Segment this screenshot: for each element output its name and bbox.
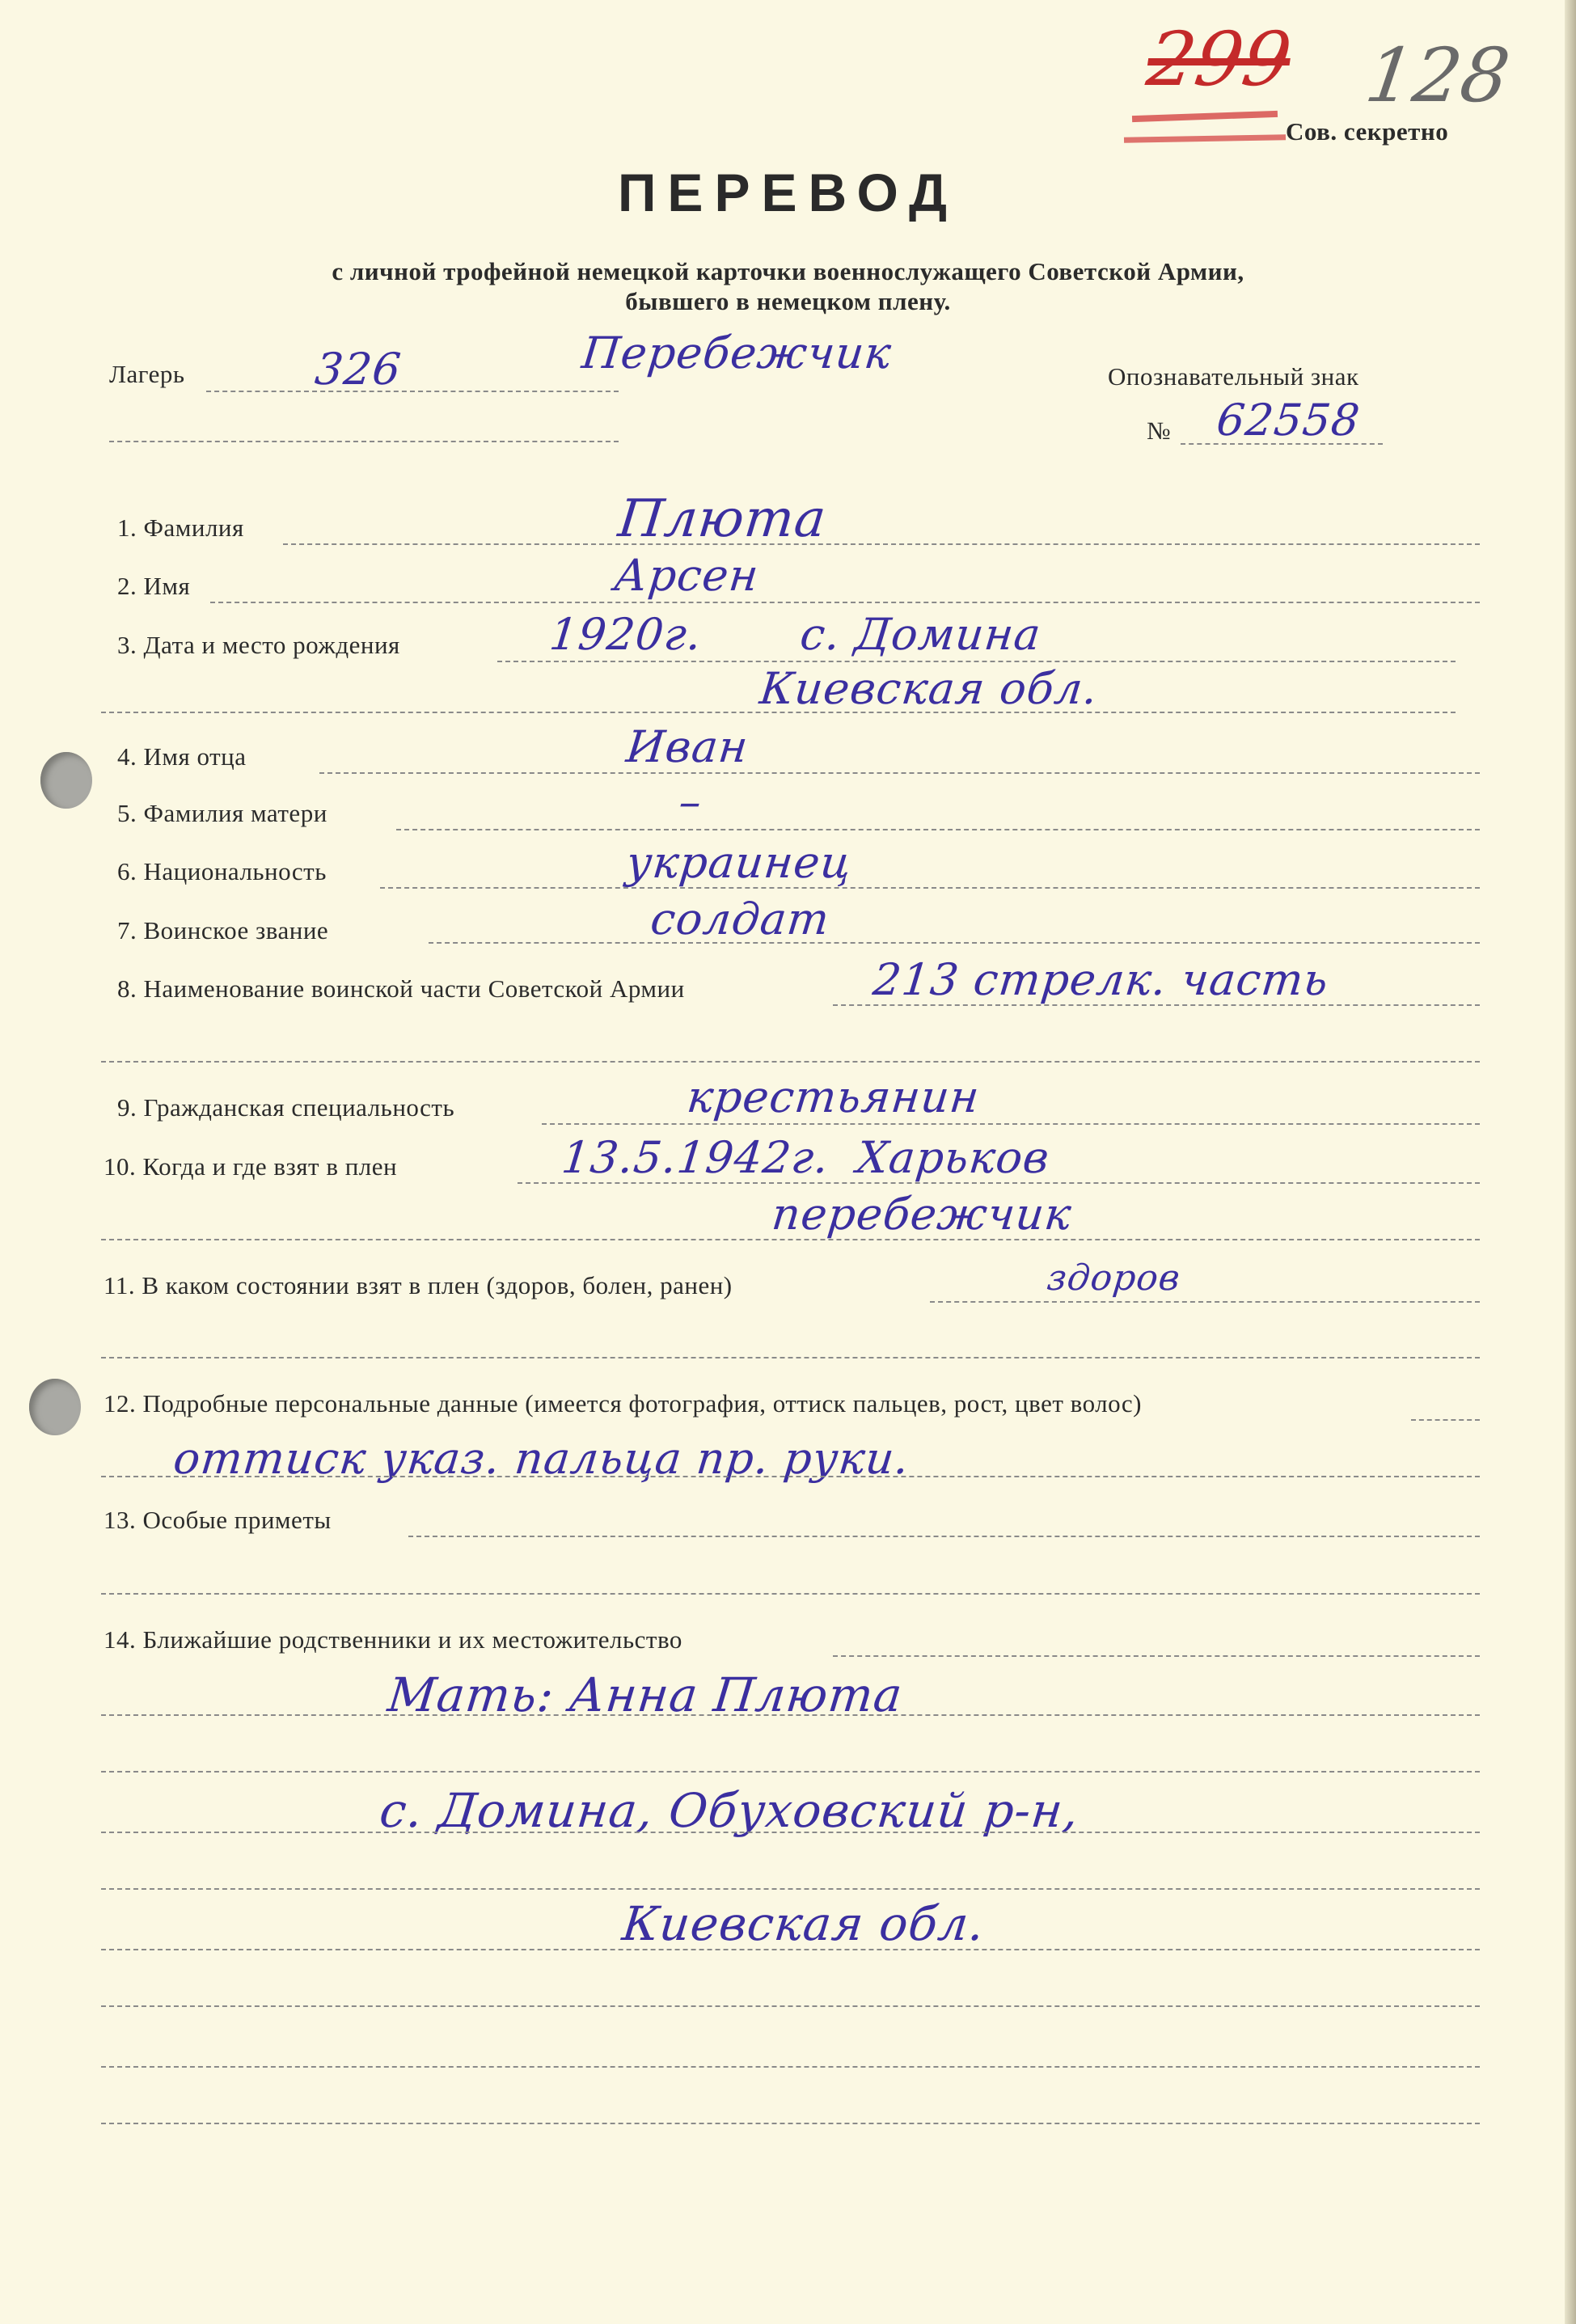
- camp-note: Перебежчик: [579, 327, 894, 378]
- id-tag-prefix: №: [1147, 416, 1172, 445]
- birth-year: 1920г.: [547, 609, 705, 660]
- relatives-rule-6: [101, 2005, 1480, 2007]
- relatives-rule-8: [101, 2123, 1480, 2124]
- paper-edge: [1565, 0, 1576, 2324]
- father-rule: [319, 772, 1480, 774]
- relatives-rule-4: [101, 1888, 1480, 1890]
- marks-label: 13. Особые приметы: [104, 1506, 332, 1534]
- rank-value: солдат: [648, 894, 833, 944]
- unit-value: 213 стрелк. часть: [870, 954, 1332, 1005]
- relatives-rule-5: [101, 1949, 1480, 1950]
- name-label: 2. Имя: [117, 572, 191, 600]
- surname-value: Плюта: [615, 489, 830, 549]
- condition-label: 11. В каком состоянии взят в плен (здоров, болен, ранен): [104, 1271, 733, 1299]
- birth-place: с. Домина: [797, 609, 1044, 660]
- id-tag-label: Опознавательный знак: [1108, 362, 1359, 391]
- mother-rule: [396, 829, 1480, 830]
- father-value: Иван: [623, 721, 751, 772]
- relatives-rule-2: [101, 1771, 1480, 1773]
- red-pencil-stroke: [1132, 111, 1278, 122]
- marks-rule: [408, 1536, 1480, 1537]
- relatives-rule: [833, 1655, 1480, 1657]
- relatives-line-2: с. Домина, Обуховский р-н,: [377, 1783, 1082, 1838]
- camp-rule-2: [109, 441, 619, 442]
- rank-rule: [429, 942, 1480, 944]
- subtitle-line-2: бывшего в немецком плену.: [625, 287, 951, 315]
- father-label: 4. Имя отца: [117, 742, 247, 771]
- name-rule: [210, 602, 1480, 603]
- id-tag-number: 62558: [1214, 395, 1363, 446]
- camp-label: Лагерь: [109, 360, 185, 388]
- nationality-value: украинец: [623, 837, 855, 888]
- punch-hole-top: [40, 752, 92, 809]
- relatives-rule-3: [101, 1832, 1480, 1833]
- captured-date: 13.5.1942г.: [559, 1132, 832, 1183]
- condition-value: здоров: [1045, 1257, 1183, 1299]
- personal-rule: [1411, 1419, 1480, 1421]
- archive-number-current: 128: [1360, 32, 1515, 119]
- relatives-rule-7: [101, 2066, 1480, 2068]
- relatives-label: 14. Ближайшие родственники и их местожительство: [104, 1625, 682, 1654]
- archive-number-struck: 299: [1142, 16, 1297, 103]
- condition-rule-2: [101, 1357, 1480, 1358]
- unit-label: 8. Наименование воинской части Советской Армии: [117, 974, 685, 1003]
- civil-label: 9. Гражданская специальность: [117, 1093, 455, 1122]
- camp-rule: [206, 391, 619, 392]
- nationality-rule: [380, 887, 1480, 889]
- captured-place: Харьков: [854, 1132, 1053, 1183]
- page-title: ПЕРЕВОД: [617, 163, 958, 222]
- birth-rule: [497, 661, 1456, 662]
- rank-label: 7. Воинское звание: [117, 916, 329, 944]
- surname-rule: [283, 543, 1480, 545]
- camp-number: 326: [312, 344, 404, 395]
- birth-label: 3. Дата и место рождения: [117, 631, 400, 659]
- civil-rule: [542, 1123, 1480, 1125]
- marks-rule-2: [101, 1593, 1480, 1595]
- personal-value: оттиск указ. пальца пр. руки.: [171, 1433, 912, 1484]
- surname-label: 1. Фамилия: [117, 513, 244, 542]
- unit-rule-2: [101, 1061, 1480, 1063]
- civil-value: крестьянин: [684, 1071, 982, 1122]
- captured-note: перебежчик: [769, 1189, 1075, 1240]
- personal-rule-2: [101, 1476, 1480, 1477]
- condition-rule: [930, 1301, 1480, 1303]
- subtitle-line-1: с личной трофейной немецкой карточки военнослужащего Советской Армии,: [332, 257, 1244, 285]
- classification-stamp: Сов. секретно: [1286, 117, 1449, 146]
- mother-label: 5. Фамилия матери: [117, 799, 327, 827]
- punch-hole-bottom: [29, 1379, 81, 1435]
- birth-region: Киевская обл.: [757, 663, 1101, 714]
- name-value: Арсен: [611, 550, 762, 601]
- relatives-rule-1: [101, 1714, 1480, 1716]
- captured-label: 10. Когда и где взят в плен: [104, 1152, 398, 1181]
- mother-value: –: [676, 776, 705, 827]
- relatives-line-3: Киевская обл.: [619, 1896, 988, 1951]
- nationality-label: 6. Национальность: [117, 857, 327, 885]
- personal-label: 12. Подробные персональные данные (имеется фотография, оттиск пальцев, рост, цвет волос): [104, 1389, 1142, 1418]
- red-pencil-stroke-2: [1124, 134, 1286, 142]
- relatives-line-1: Мать: Анна Плюта: [385, 1667, 906, 1722]
